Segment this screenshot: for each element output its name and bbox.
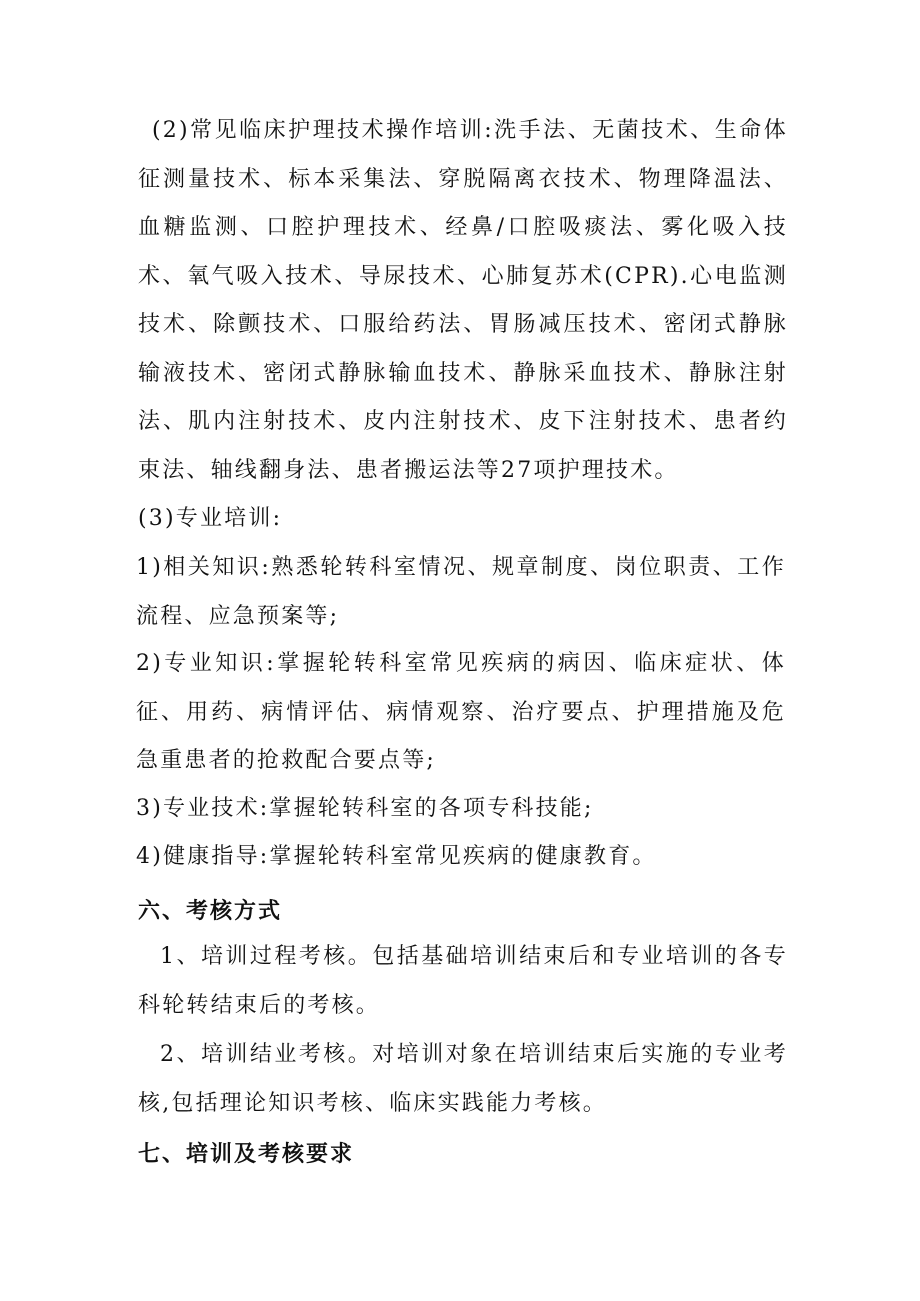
paragraph-professional-knowledge: 2)专业知识:掌握轮转科室常见疾病的病因、临床症状、体征、用药、病情评估、病情观察、治疗要点、护理措施及危急重患者的抢救配合要点等; <box>136 651 786 773</box>
section-heading-assessment: 六、考核方式 <box>138 899 283 924</box>
paragraph-process-assessment: 1、培训过程考核。包括基础培训结束后和专业培训的各专科轮转结束后的考核。 <box>138 944 788 1018</box>
paragraph-specialty-training: (3)专业培训: <box>138 506 283 531</box>
paragraph-nursing-techniques: (2)常见临床护理技术操作培训:洗手法、无菌技术、生命体征测量技术、标本采集法、穿脱隔离衣技术、物理降温法、血糖监测、口腔护理技术、经鼻/口腔吸痰法、雾化吸入技术、氧气吸入技术、导尿技术、心肺复苏术(CPR).心电监测技术、除颤技术、口服给药法、胃肠减压技术、密闭式静脉输液技术、密闭式静脉输血技术、静脉采血技术、静脉注射法、肌内注射技术、皮内注射技术、皮下注射技术、患者约束法、轴线翻身法、患者搬运法等27项护理技术。 <box>138 118 788 483</box>
section-heading-requirements: 七、培训及考核要求 <box>138 1142 355 1167</box>
paragraph-completion-assessment: 2、培训结业考核。对培训对象在培训结束后实施的专业考核,包括理论知识考核、临床实践能力考核。 <box>138 1042 788 1116</box>
paragraph-health-guidance: 4)健康指导:掌握轮转科室常见疾病的健康教育。 <box>136 844 657 869</box>
paragraph-related-knowledge: 1)相关知识:熟悉轮转科室情况、规章制度、岗位职责、工作流程、应急预案等; <box>136 555 786 629</box>
paragraph-professional-skills: 3)专业技术:掌握轮转科室的各项专科技能; <box>136 796 594 821</box>
